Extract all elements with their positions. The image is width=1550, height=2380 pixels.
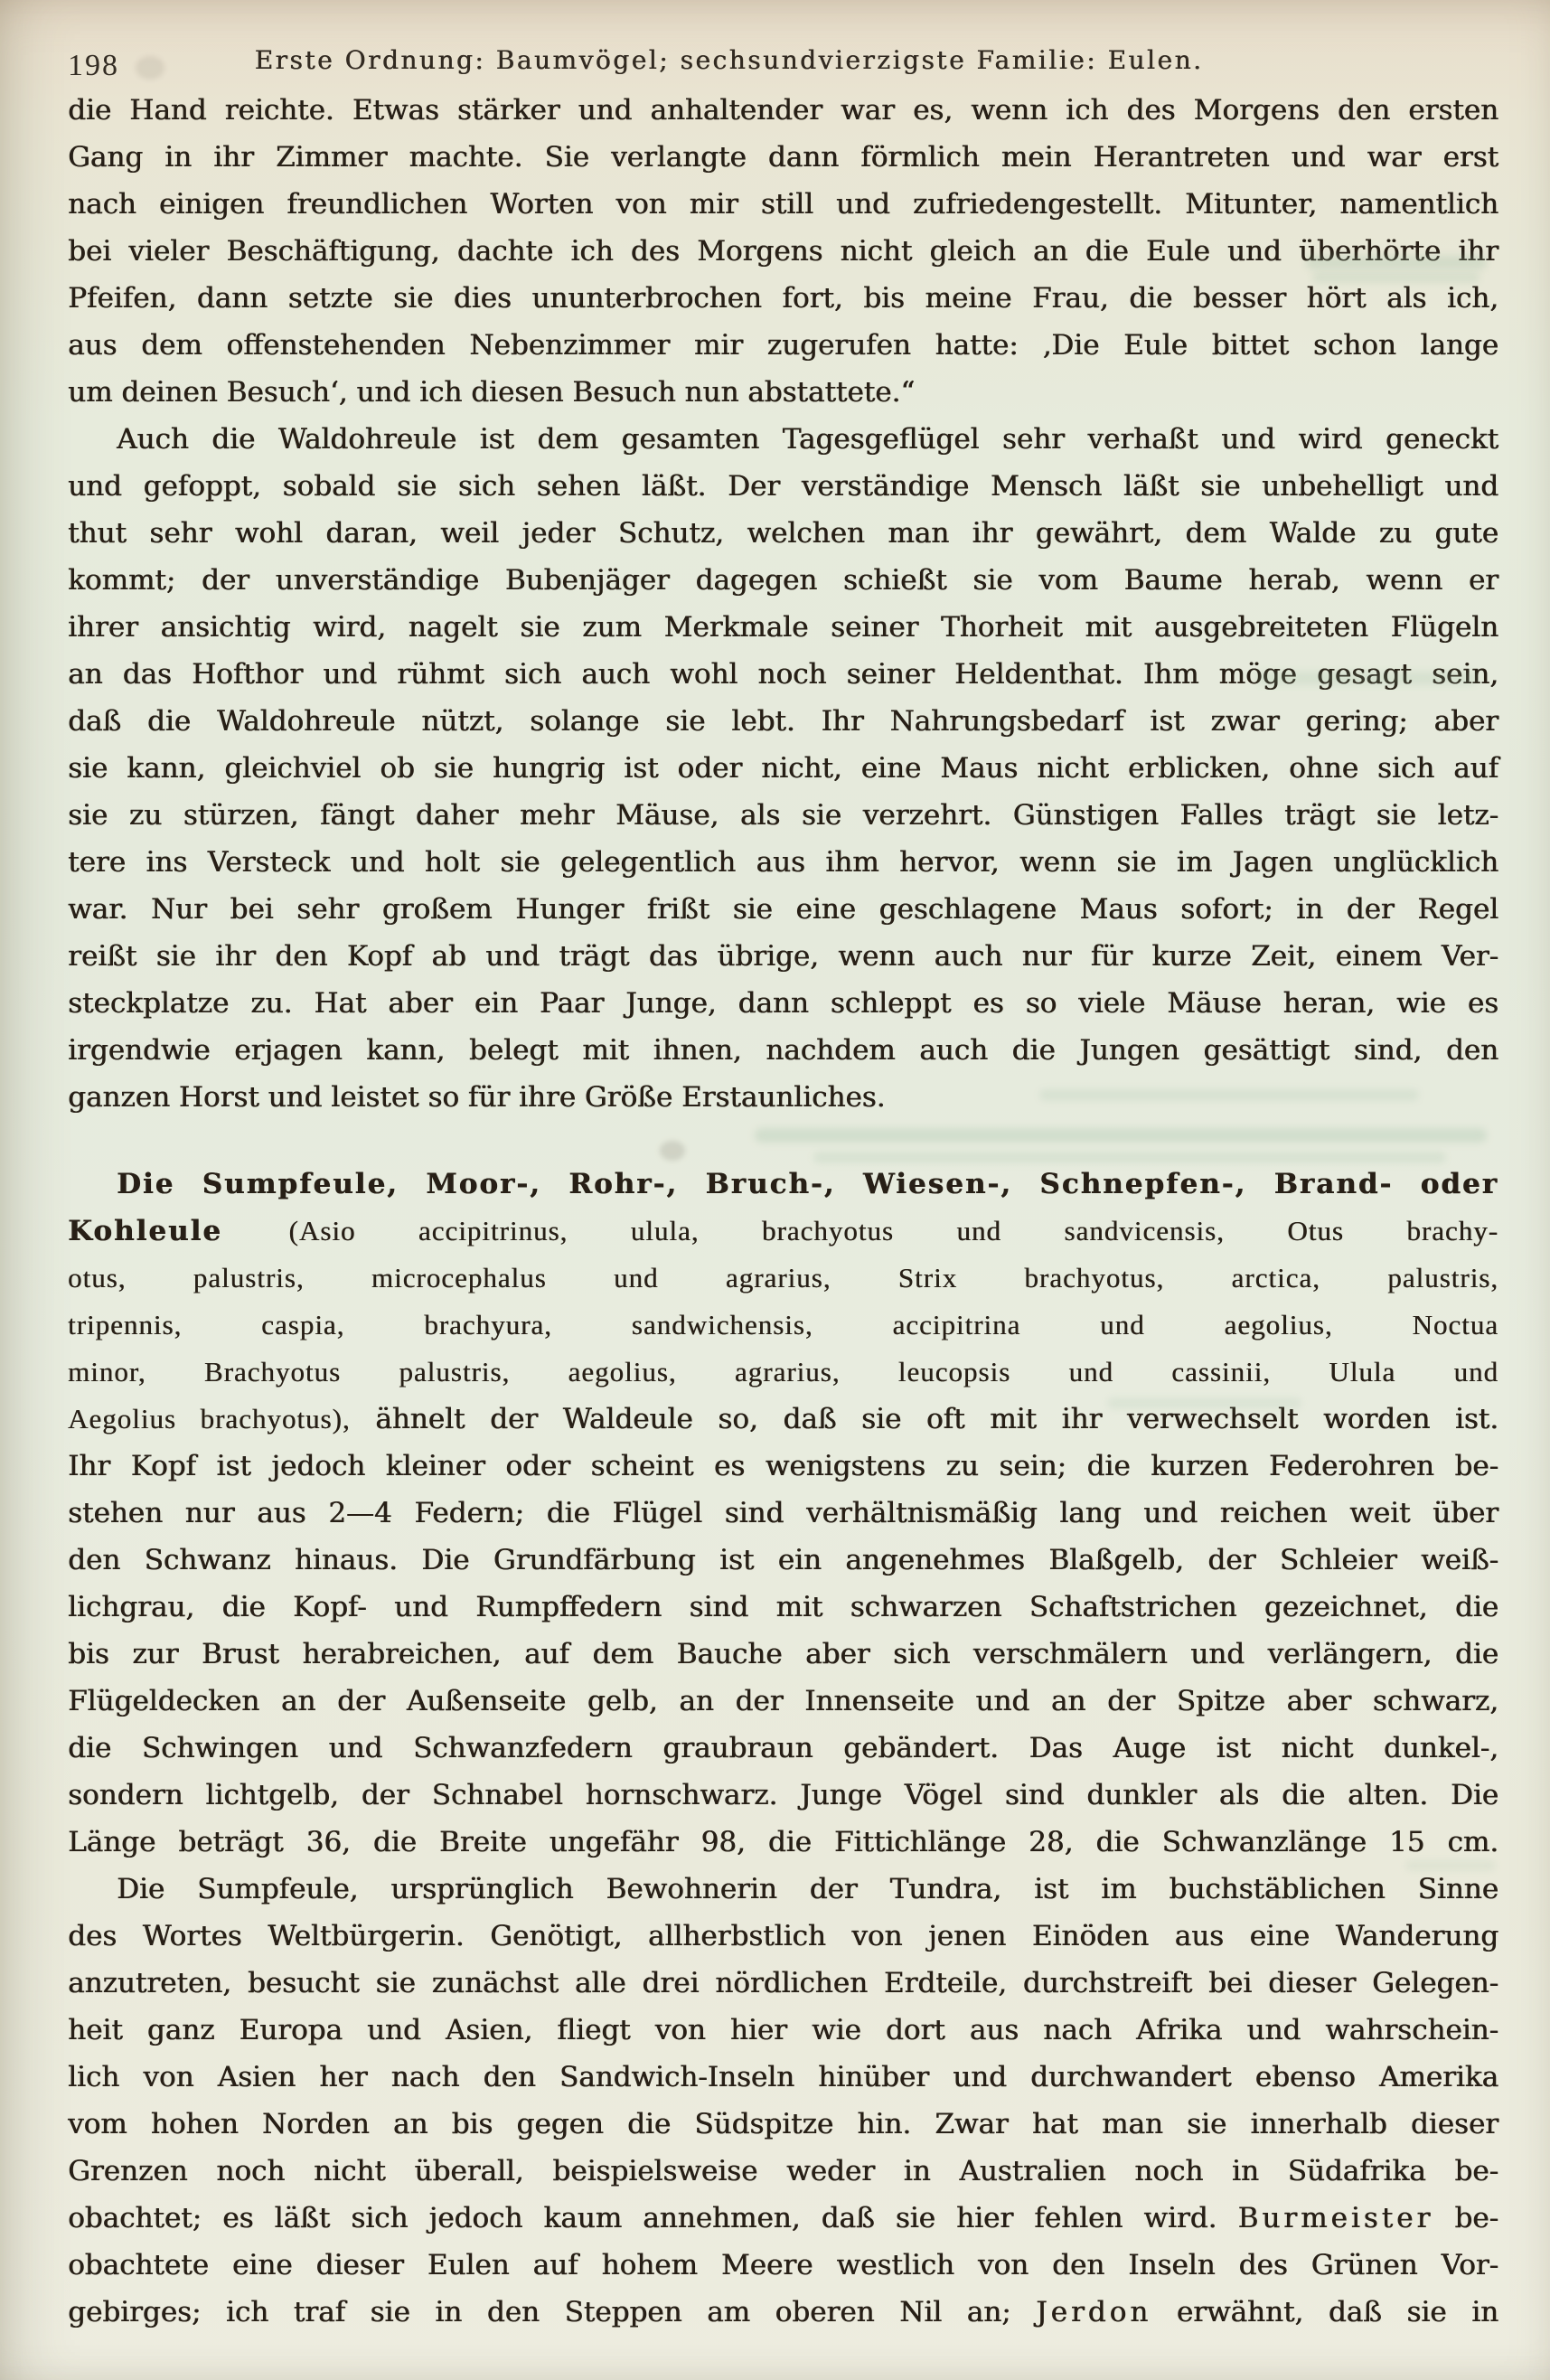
text-line [68,1027,1498,1074]
text-line [68,2242,1498,2289]
text-line [68,745,1498,792]
text-segment: vom hohen Norden an bis gegen die Südspitze hin. Zwar hat man sie innerhalb dieser [68,2108,1498,2140]
text-line [68,1866,1498,1913]
text-line [68,651,1498,698]
text-segment: minor, Brachyotus palustris, aegolius, agrarius, leucopsis und cassinii, Ulula und [68,1356,1498,1388]
text-line [68,1725,1498,1772]
page-text [68,87,1498,2336]
text-segment: tere ins Versteck und holt sie gelegentlich aus ihm hervor, wenn sie im Jagen unglücklich [68,846,1498,879]
text-line [68,1208,1498,1255]
text-segment: Auch die Waldohreule ist dem gesamten Tagesgeflügel sehr verhaßt und wird geneckt [117,423,1498,456]
text-segment: obachtet; es läßt sich jedoch kaum annehmen, daß sie hier fehlen wird. [68,2202,1238,2234]
text-segment: steckplatze zu. Hat aber ein Paar Junge, dann schleppt es so viele Mäuse heran, wie es [68,987,1498,1020]
text-segment: Gang in ihr Zimmer machte. Sie verlangte dann förmlich mein Herantreten und war erst [68,141,1498,174]
text-segment: sie kann, gleichviel ob sie hungrig ist oder nicht, eine Maus nicht erblicken, ohne sich auf [68,752,1498,785]
text-segment: tripennis, caspia, brachyura, sandwichensis, accipitrina und aegolius, Noctua [68,1309,1498,1341]
text-segment: die Schwingen und Schwanzfedern graubraun gebändert. Das Auge ist nicht dunkel-, [68,1732,1498,1764]
text-line [68,181,1498,228]
text-line [68,275,1498,322]
text-segment: nach einigen freundlichen Worten von mir still und zufriedengestellt. Mitunter, namentlich [68,188,1498,221]
paragraph [68,1866,1498,2336]
text-segment: Aegolius brachyotus), [68,1403,351,1435]
text-segment: Flügeldecken an der Außenseite gelb, an der Innenseite und an der Spitze aber schwarz, [68,1685,1498,1717]
text-segment: Grenzen noch nicht überall, beispielsweise weder in Australien noch in Südafrika be- [68,2155,1498,2187]
text-line [68,2007,1498,2054]
text-line [68,322,1498,369]
text-segment: be- [1433,2202,1498,2234]
text-segment: ihrer ansichtig wird, nagelt sie zum Merkmale seiner Thorheit mit ausgebreiteten Flügeln [68,611,1498,644]
text-line [68,1161,1498,1208]
text-line [68,1960,1498,2007]
text-line [68,1396,1498,1443]
text-segment: anzutreten, besucht sie zunächst alle drei nördlichen Erdteile, durchstreift bei dieser Gelegen- [68,1967,1498,1999]
text-line [68,1490,1498,1537]
text-segment: die Hand reichte. Etwas stärker und anhaltender war es, wenn ich des Morgens den ersten [68,94,1498,127]
text-segment: reißt sie ihr den Kopf ab und trägt das übrige, wenn auch nur für kurze Zeit, einem Ver- [68,940,1498,973]
text-segment: obachtete eine dieser Eulen auf hohem Meere westlich von den Inseln des Grünen Vor- [68,2249,1498,2281]
text-line [68,839,1498,886]
text-line [68,1537,1498,1584]
text-segment: den Schwanz hinaus. Die Grundfärbung ist ein angenehmes Blaßgelb, der Schleier weiß- [68,1544,1498,1576]
text-segment: heit ganz Europa und Asien, fliegt von hier wie dort aus nach Afrika und wahrschein- [68,2014,1498,2046]
text-segment: Kohleule [68,1215,289,1247]
text-line [68,134,1498,181]
text-line [68,2289,1498,2336]
text-segment: thut sehr wohl daran, weil jeder Schutz, welchen man ihr gewährt, dem Walde zu gute [68,517,1498,550]
text-line [68,510,1498,557]
text-segment: an das Hofthor und rühmt sich auch wohl noch seiner Heldenthat. Ihm möge gesagt sein, [68,658,1498,691]
text-line [68,1302,1498,1349]
text-segment: um deinen Besuch‘, und ich diesen Besuch nun abstattete.“ [68,376,916,409]
text-line [68,886,1498,933]
text-segment: ähnelt der Waldeule so, daß sie oft mit ihr verwechselt worden ist. [350,1403,1498,1435]
text-segment: Die Sumpfeule, ursprünglich Bewohnerin der Tundra, ist im buchstäblichen Sinne [117,1873,1498,1905]
text-segment: (Asio accipitrinus, ulula, brachyotus und sandvicensis, Otus brachy- [288,1215,1498,1246]
text-line [68,2148,1498,2195]
text-line [68,698,1498,745]
paragraph [68,87,1498,416]
running-header: Erste Ordnung: Baumvögel; sechsundvierzigste Familie: Eulen. [254,45,1204,75]
text-line [68,1584,1498,1631]
page-number: 198 [68,49,119,82]
text-segment: sie zu stürzen, fängt daher mehr Mäuse, als sie verzehrt. Günstigen Falles trägt sie letz- [68,799,1498,832]
text-line [68,1913,1498,1960]
text-segment: gebirges; ich traf sie in den Steppen am oberen Nil an; [68,2296,1037,2328]
text-line [68,228,1498,275]
paragraph [68,1161,1498,1866]
text-segment: war. Nur bei sehr großem Hunger frißt sie eine geschlagene Maus sofort; in der Regel [68,893,1498,926]
text-line [68,2195,1498,2242]
text-line [68,604,1498,651]
text-segment: daß die Waldohreule nützt, solange sie lebt. Ihr Nahrungsbedarf ist zwar gering; aber [68,705,1498,738]
text-line [68,369,1498,416]
text-line [68,1349,1498,1396]
text-segment: bei vieler Beschäftigung, dachte ich des Morgens nicht gleich an die Eule und überhörte ihr [68,235,1498,268]
text-line [68,416,1498,463]
text-segment: und gefoppt, sobald sie sich sehen läßt. Der verständige Mensch läßt sie unbehelligt und [68,470,1498,503]
text-segment: irgendwie erjagen kann, belegt mit ihnen, nachdem auch die Jungen gesättigt sind, den [68,1034,1498,1067]
text-segment: ganzen Horst und leistet so für ihre Größe Erstaunliches. [68,1081,886,1114]
text-segment: erwähnt, daß sie in [1151,2296,1498,2328]
text-segment: sondern lichtgelb, der Schnabel hornschwarz. Junge Vögel sind dunkler als die alten. Die [68,1779,1498,1811]
text-segment: stehen nur aus 2—4 Federn; die Flügel sind verhältnismäßig lang und reichen weit über [68,1497,1498,1529]
text-segment: Ihr Kopf ist jedoch kleiner oder scheint es wenigstens zu sein; die kurzen Federohren be- [68,1450,1498,1482]
text-segment: Jerdon [1036,2296,1152,2328]
text-line [68,1678,1498,1725]
text-segment: Burmeister [1237,2202,1434,2234]
text-line [68,1772,1498,1819]
text-segment: des Wortes Weltbürgerin. Genötigt, allherbstlich von jenen Einöden aus eine Wanderung [68,1920,1498,1952]
text-line [68,933,1498,980]
page-header [68,45,1498,89]
text-segment: lich von Asien her nach den Sandwich-Inseln hinüber und durchwandert ebenso Amerika [68,2061,1498,2093]
text-line [68,87,1498,134]
text-line [68,980,1498,1027]
text-segment: Pfeifen, dann setzte sie dies ununterbrochen fort, bis meine Frau, die besser hört als ich, [68,282,1498,315]
paragraph [68,416,1498,1121]
text-line [68,1255,1498,1302]
text-segment: Die Sumpfeule, Moor-, Rohr-, Bruch-, Wiesen-, Schnepfen-, Brand- oder [117,1168,1498,1200]
text-segment: otus, palustris, microcephalus und agrarius, Strix brachyotus, arctica, palustris, [68,1262,1498,1293]
text-line [68,2101,1498,2148]
text-line [68,1819,1498,1866]
text-line [68,1631,1498,1678]
text-line [68,463,1498,510]
text-segment: Länge beträgt 36, die Breite ungefähr 98, die Fittichlänge 28, die Schwanzlänge 15 cm. [68,1826,1498,1858]
text-segment: lichgrau, die Kopf- und Rumpffedern sind mit schwarzen Schaftstrichen gezeichnet, die [68,1591,1498,1623]
text-segment: aus dem offenstehenden Nebenzimmer mir zugerufen hatte: ‚Die Eule bittet schon lange [68,329,1498,362]
text-line [68,2054,1498,2101]
text-segment: kommt; der unverständige Bubenjäger dagegen schießt sie vom Baume herab, wenn er [68,564,1498,597]
text-line [68,1443,1498,1490]
text-line [68,792,1498,839]
text-segment: bis zur Brust herabreichen, auf dem Bauche aber sich verschmälern und verlängern, die [68,1638,1498,1670]
text-line [68,557,1498,604]
text-line [68,1074,1498,1121]
